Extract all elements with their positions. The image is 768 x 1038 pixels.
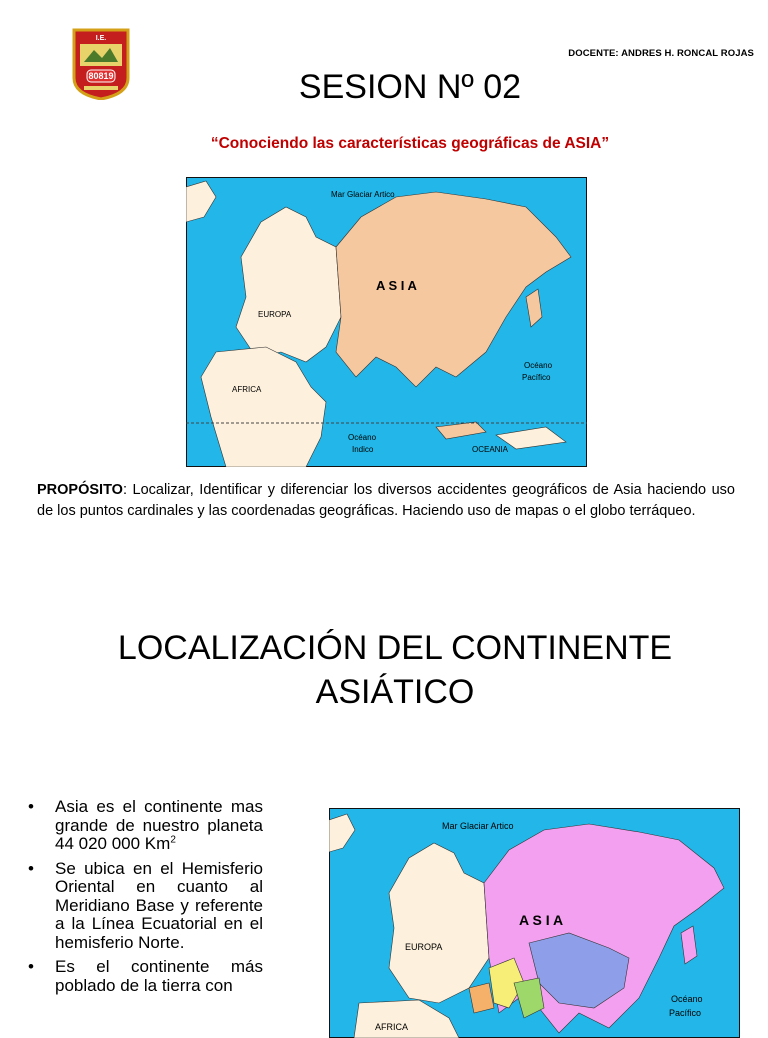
- teacher-name: DOCENTE: ANDRES H. RONCAL ROJAS: [568, 48, 754, 59]
- map1-label-asia: A S I A: [376, 278, 417, 293]
- session-title: SESION Nº 02: [298, 68, 522, 106]
- purpose-text: : Localizar, Identificar y diferenciar los diversos accidentes geográficos de Asia haciendo uso de los puntos cardinales y las coordenadas geográficas. Haciendo uso de mapas o el globo terráqueo.: [37, 482, 735, 519]
- map2-label-europe: EUROPA: [405, 942, 443, 952]
- map2-label-asia: A S I A: [519, 912, 564, 928]
- map1-label-africa: AFRICA: [232, 385, 262, 394]
- purpose-paragraph: [37, 480, 735, 522]
- list-item: [26, 958, 263, 995]
- map2-label-pacific-2: Pacífico: [669, 1008, 702, 1018]
- logo-text-ie: I.E.: [95, 35, 107, 42]
- list-item-text: Asia es el continente mas grande de nuestro planeta 44 020 000 Km: [55, 797, 263, 853]
- asia-map-2: [329, 808, 740, 1038]
- map1-label-indian-2: Indico: [352, 445, 374, 454]
- list-item: [26, 798, 263, 854]
- map2-label-arctic: Mar Glaciar Artico: [442, 821, 514, 831]
- facts-list: [26, 798, 263, 1001]
- list-item-text: Se ubica en el Hemisferio Oriental en cuanto al Meridiano Base y referente a la Línea Ecuatorial en el hemisferio Norte.: [55, 858, 263, 952]
- purpose-label: PROPÓSITO: [37, 482, 123, 498]
- section-title-line2: ASIÁTICO: [315, 673, 475, 711]
- superscript: 2: [170, 834, 176, 846]
- list-item-text: Es el continente más poblado de la tierra con: [55, 957, 263, 995]
- map1-label-pacific-1: Océano: [524, 361, 553, 370]
- map1-label-indian-1: Océano: [348, 433, 377, 442]
- section-title-line1: LOCALIZACIÓN DEL CONTINENTE: [117, 629, 673, 667]
- asia-map-1: [186, 177, 587, 467]
- map1-label-europe: EUROPA: [258, 310, 292, 319]
- logo-text-number: 80819: [88, 71, 114, 81]
- map2-label-pacific-1: Océano: [671, 994, 703, 1004]
- section-title: [0, 626, 768, 714]
- list-item: [26, 860, 263, 953]
- map1-label-oceania: OCEANIA: [472, 445, 509, 454]
- map2-label-africa: AFRICA: [375, 1022, 409, 1032]
- map1-label-arctic: Mar Glaciar Artico: [331, 190, 395, 199]
- lesson-subtitle: “Conociendo las características geográficas de ASIA”: [210, 135, 610, 152]
- map1-label-pacific-2: Pacífico: [522, 373, 551, 382]
